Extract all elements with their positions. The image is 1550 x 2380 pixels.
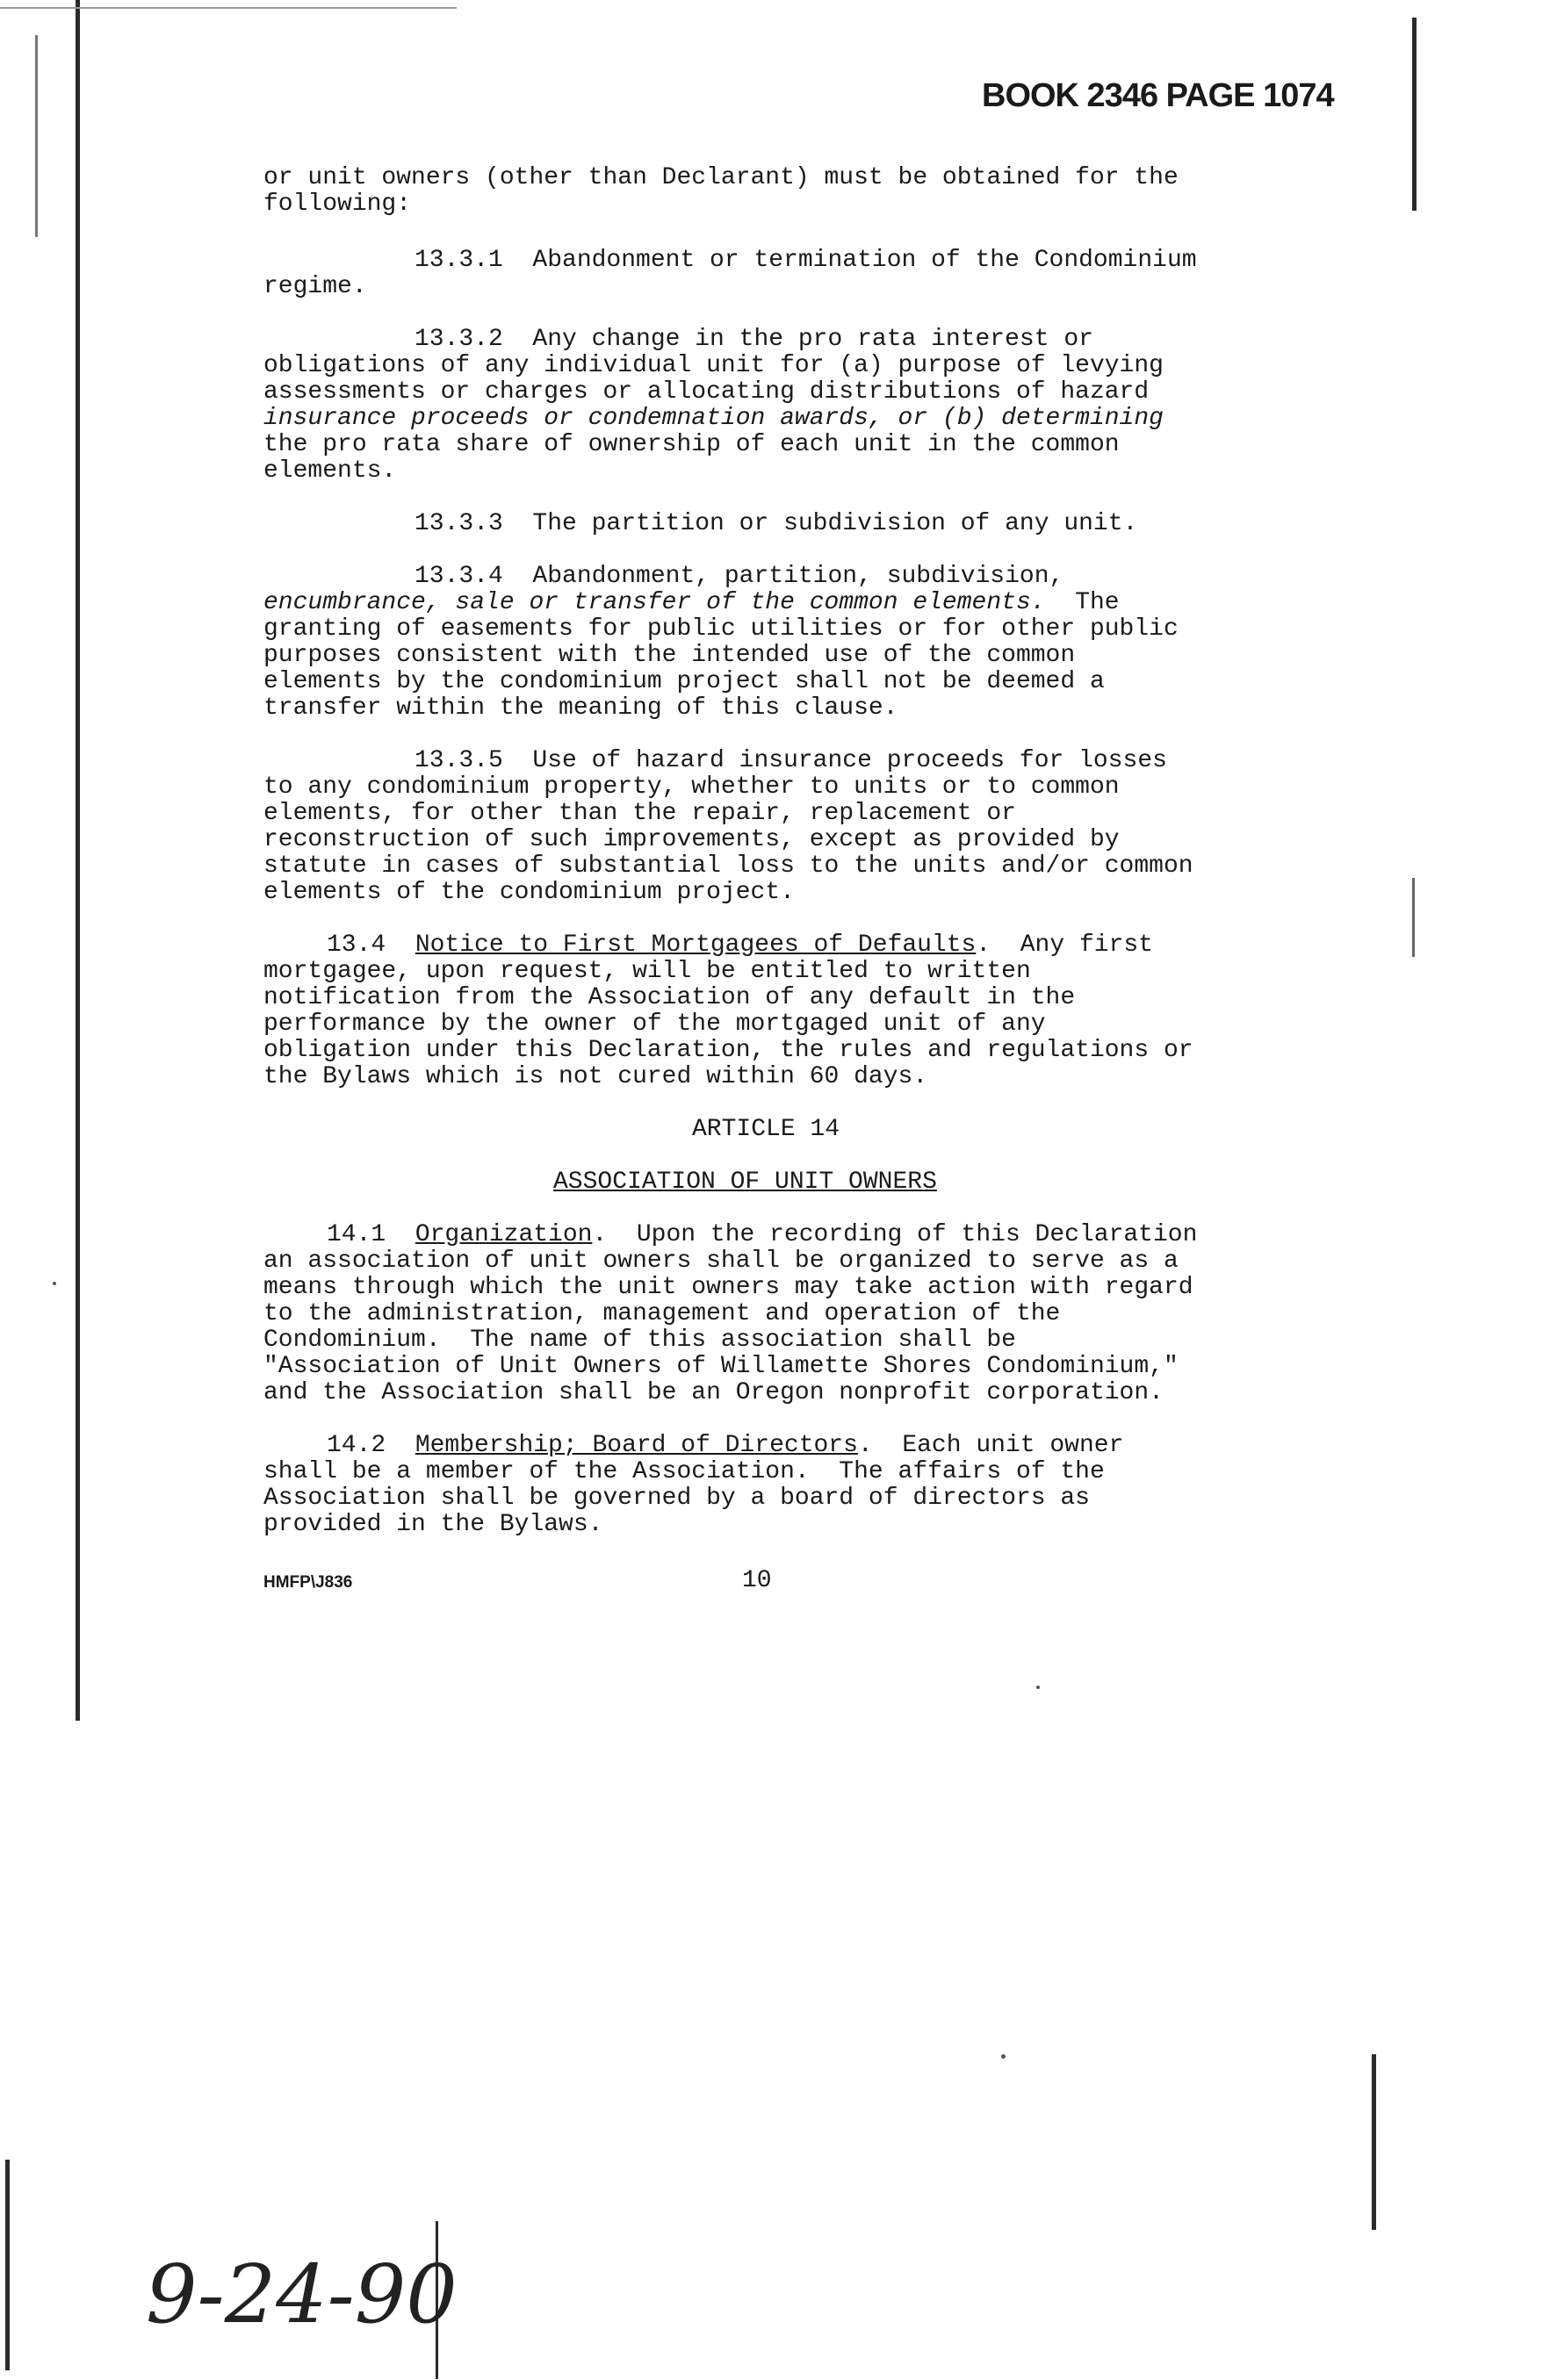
section-13-3-3: 13.3.3 The partition or subdivision of any unit. — [415, 510, 1138, 537]
top-rule — [0, 7, 457, 9]
section-13-4-line: the Bylaws which is not cured within 60 days. — [263, 1063, 928, 1090]
section-13-3-5-line: to any condominium property, whether to units or to common — [263, 773, 1120, 801]
section-13-3-5-line: reconstruction of such improvements, except as provided by — [263, 826, 1120, 853]
section-13-4-rest: . Any first — [976, 931, 1153, 959]
section-14-2-line-1 — [327, 1433, 1123, 1459]
section-13-3-2-line: the pro rata share of ownership of each unit in the common — [263, 431, 1120, 458]
article-subtitle: ASSOCIATION OF UNIT OWNERS — [553, 1168, 937, 1196]
section-13-4-line: obligation under this Declaration, the rules and regulations or — [263, 1037, 1193, 1064]
section-14-2-rest: . Each unit owner — [857, 1432, 1124, 1459]
section-13-3-4-line: purposes consistent with the intended use of the common — [263, 642, 1076, 669]
document-code: HMFP\J836 — [263, 1573, 353, 1592]
section-13-3-4-line-2-rest: The — [1045, 589, 1120, 616]
section-14-1-line: "Association of Unit Owners of Willamette Shores Condominium," — [263, 1353, 1179, 1380]
section-13-4-number: 13.4 — [327, 931, 386, 959]
handwritten-date: 9-24-90 — [146, 2247, 458, 2341]
scan-edge-right-lower — [1412, 878, 1415, 957]
section-13-3-2-line: insurance proceeds or condemnation awards, or (b) determining — [263, 405, 1164, 432]
section-13-3-1-line-2: regime. — [263, 273, 367, 300]
scan-speck — [1036, 1686, 1040, 1689]
section-13-3-2-line: obligations of any individual unit for (a) purpose of levying — [263, 352, 1164, 379]
section-14-1-rest: . Upon the recording of this Declaration — [592, 1221, 1198, 1248]
scan-edge-left — [76, 0, 80, 1721]
section-13-3-2-line: assessments or charges or allocating distributions of hazard — [263, 378, 1150, 406]
scan-edge-right — [1412, 18, 1417, 211]
section-13-3-4-italic: encumbrance, sale or transfer of the common elements. — [263, 589, 1046, 616]
section-13-3-2-line: elements. — [263, 457, 397, 485]
section-13-4-line: mortgagee, upon request, will be entitled to written — [263, 958, 1031, 985]
section-13-3-4-line: transfer within the meaning of this clause. — [263, 694, 898, 722]
section-13-3-5-line: elements, for other than the repair, replacement or — [263, 800, 1016, 827]
scan-edge-left-shadow — [35, 35, 38, 237]
article-title: ARTICLE 14 — [692, 1116, 840, 1143]
section-14-2-line: Association shall be governed by a board of directors as — [263, 1485, 1090, 1512]
page-number: 10 — [742, 1567, 772, 1594]
section-14-2-line: provided in the Bylaws. — [263, 1511, 603, 1538]
section-13-3-4-line-2 — [263, 590, 1120, 616]
section-14-2-heading: Membership; Board of Directors — [415, 1432, 858, 1459]
section-14-2-line: shall be a member of the Association. The affairs of the — [263, 1458, 1105, 1485]
book-page-stamp: BOOK 2346 PAGE 1074 — [982, 77, 1334, 114]
section-13-3-4-line: elements by the condominium project shall not be deemed a — [263, 668, 1105, 695]
scan-edge-left-bottom — [5, 2160, 10, 2370]
section-13-3-4-line: granting of easements for public utilities or for other public — [263, 615, 1179, 643]
section-14-1-number: 14.1 — [327, 1221, 386, 1248]
scan-speck — [53, 1282, 56, 1285]
section-13-3-4-line-1: 13.3.4 Abandonment, partition, subdivision, — [415, 563, 1064, 590]
section-13-4-line: performance by the owner of the mortgaged unit of any — [263, 1010, 1046, 1038]
section-13-4-line-1 — [327, 932, 1153, 959]
section-14-1-line-1 — [327, 1222, 1197, 1248]
intro-line-1: or unit owners (other than Declarant) must be obtained for the — [263, 164, 1179, 191]
section-14-1-line: to the administration, management and operation of the — [263, 1300, 1061, 1327]
section-14-1-line: an association of unit owners shall be organized to serve as a — [263, 1248, 1179, 1275]
section-13-3-5-line-1: 13.3.5 Use of hazard insurance proceeds for losses — [415, 747, 1167, 774]
section-14-2-number: 14.2 — [327, 1432, 386, 1459]
scan-edge-right-bottom — [1372, 2054, 1376, 2230]
section-14-1-line: Condominium. The name of this association shall be — [263, 1327, 1016, 1354]
section-13-4-line: notification from the Association of any default in the — [263, 984, 1076, 1011]
section-13-3-5-line: statute in cases of substantial loss to the units and/or common — [263, 852, 1193, 880]
intro-line-2: following: — [263, 191, 412, 218]
section-13-4-heading: Notice to First Mortgagees of Defaults — [415, 931, 977, 959]
section-13-3-2-line-1: 13.3.2 Any change in the pro rata interest or — [415, 326, 1093, 353]
section-14-1-heading: Organization — [415, 1221, 593, 1248]
section-13-3-1-line-1: 13.3.1 Abandonment or termination of the Condominium — [415, 247, 1197, 274]
section-14-1-line: and the Association shall be an Oregon nonprofit corporation. — [263, 1379, 1164, 1406]
section-13-3-5-line: elements of the condominium project. — [263, 879, 795, 906]
scan-speck — [1001, 2054, 1006, 2059]
section-14-1-line: means through which the unit owners may take action with regard — [263, 1274, 1193, 1301]
